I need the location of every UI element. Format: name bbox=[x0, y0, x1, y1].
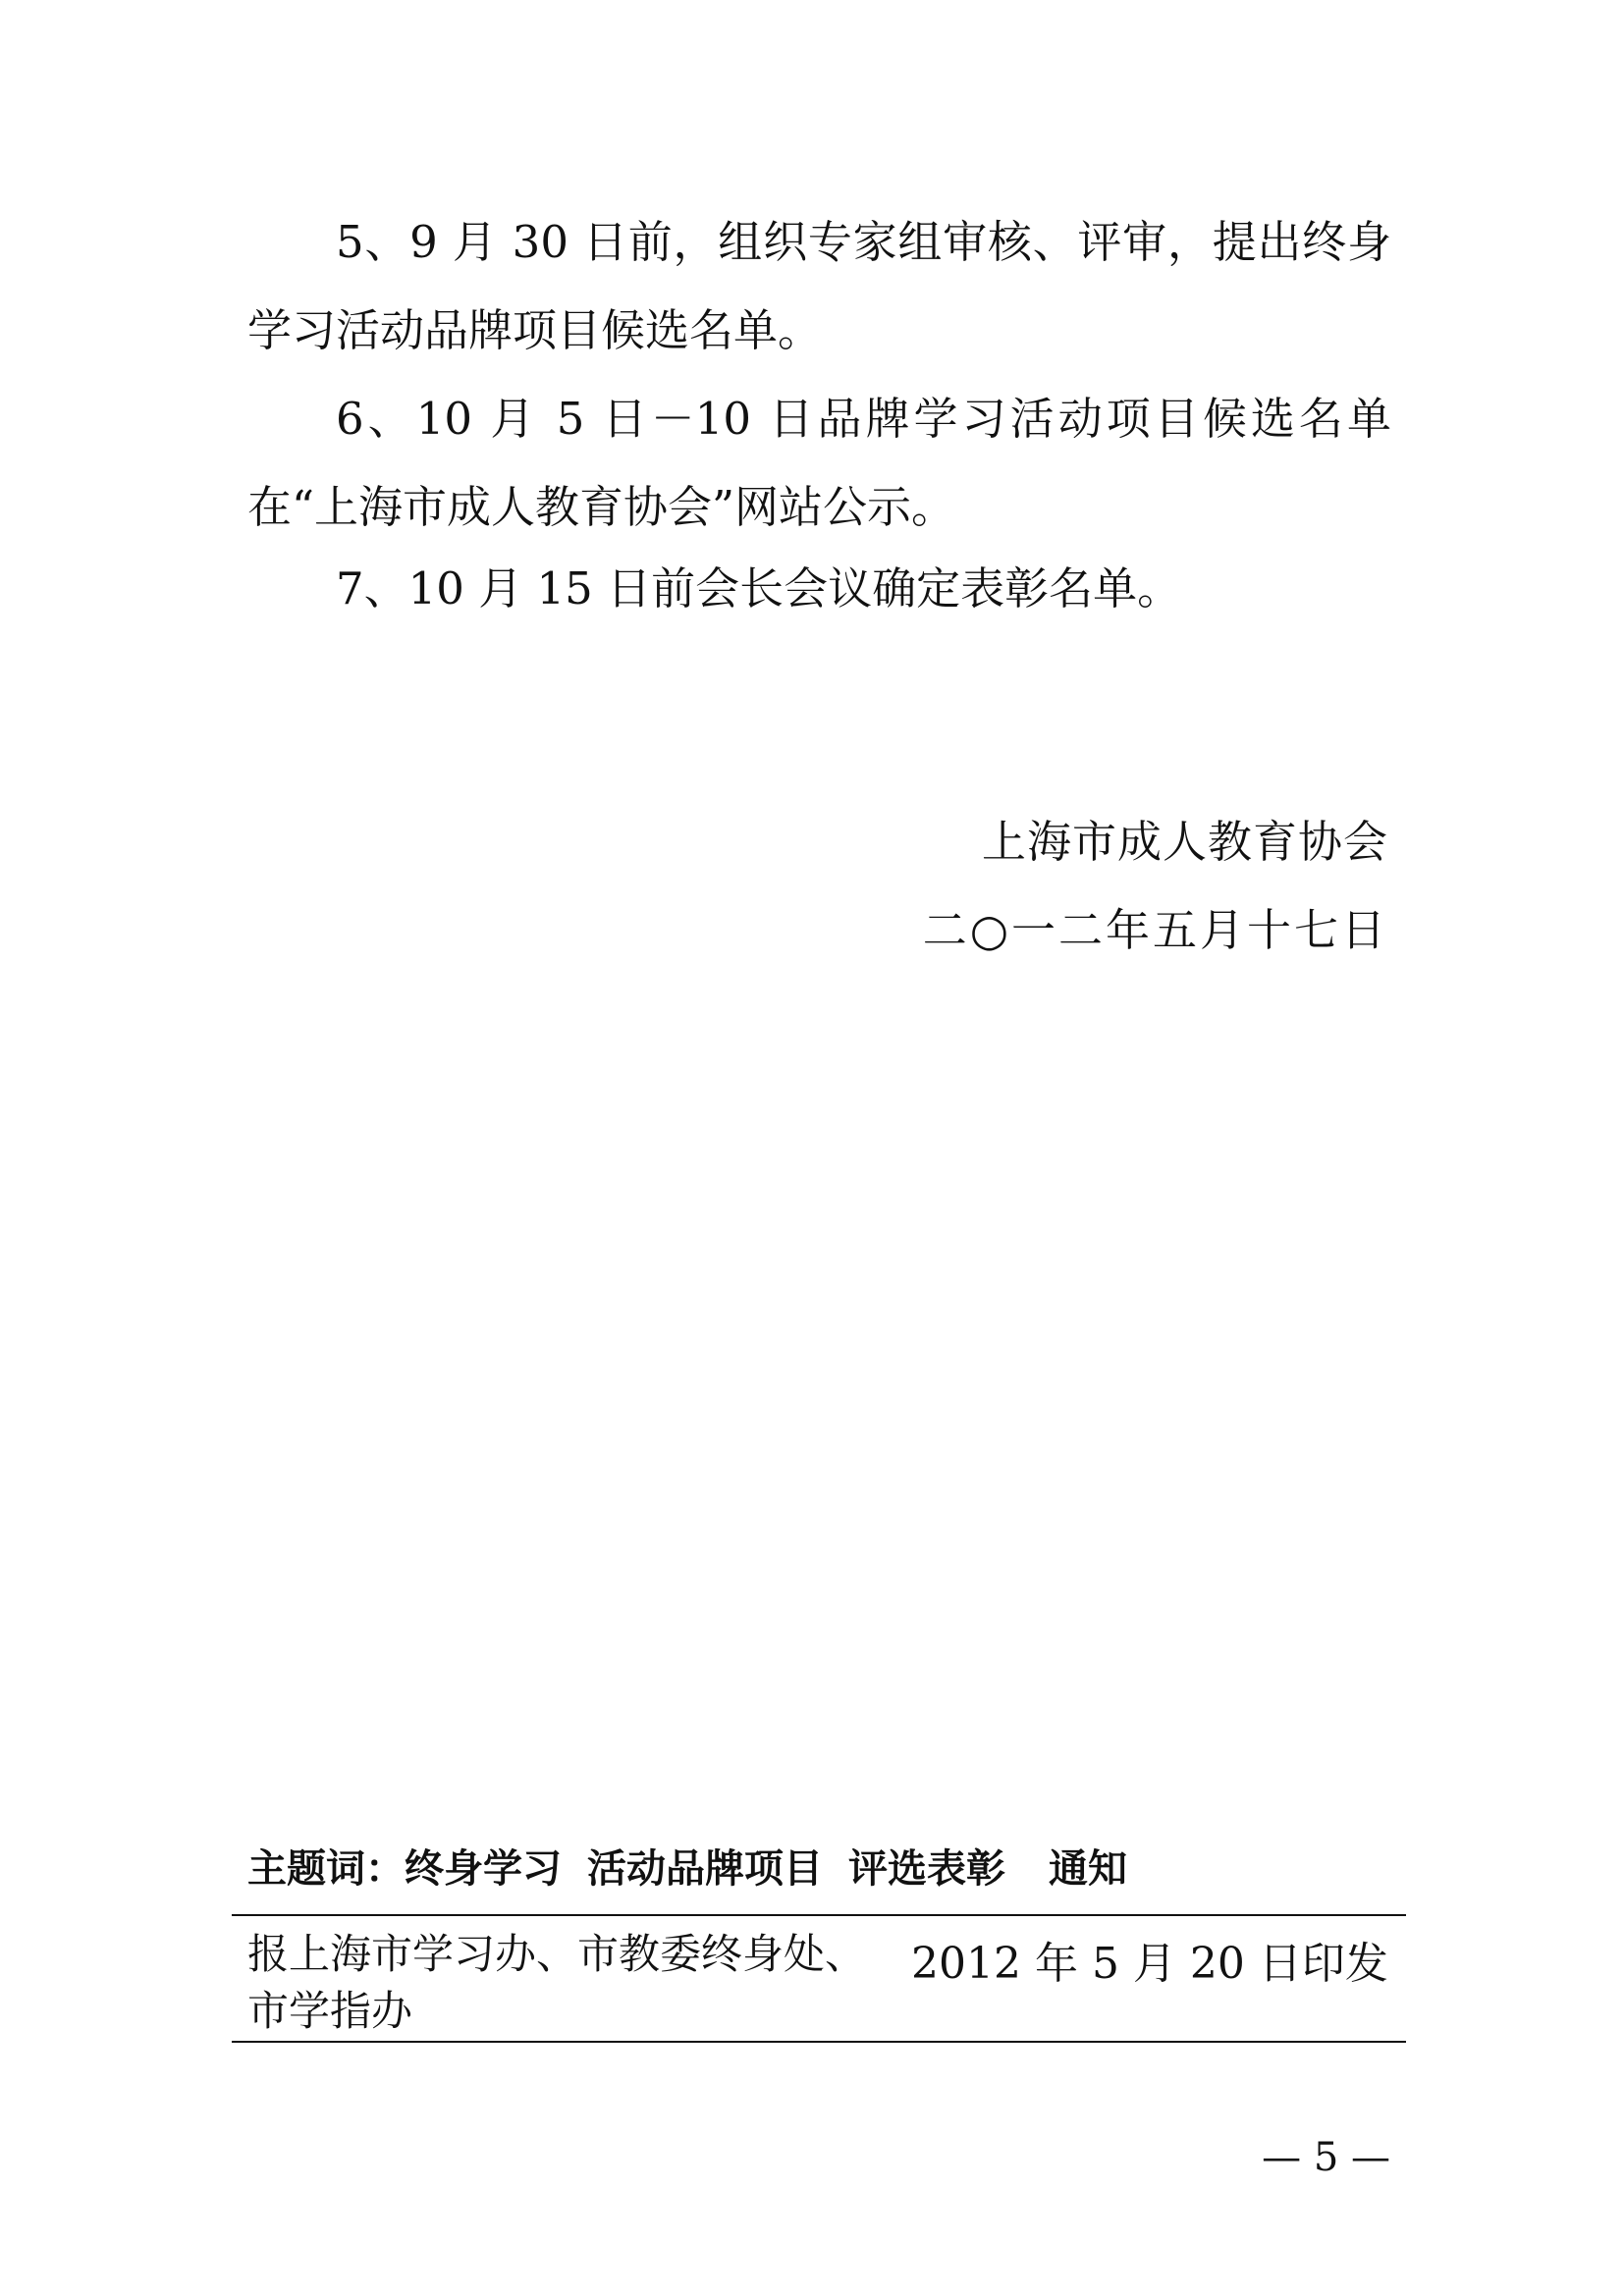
subject-keywords bbox=[247, 1840, 1153, 1898]
signature-organization: 上海市成人教育协会 bbox=[981, 816, 1388, 868]
body-paragraph-5: 5、9 月 30 日前，组织专家组审核、评审，提出终身学习活动品牌项目候选名单。 bbox=[247, 216, 1391, 356]
body-paragraph-7: 7、10 月 15 日前会长会议确定表彰名单。 bbox=[336, 562, 1182, 614]
page-number: — 5 — bbox=[1262, 2135, 1390, 2180]
keyword: 评选表彰 bbox=[848, 1846, 1005, 1892]
body-paragraph-6: 6、10 月 5 日－10 日品牌学习活动项目候选名单在“上海市成人教育协会”网站公示。 bbox=[247, 393, 1391, 533]
keywords-label: 主题词： bbox=[247, 1846, 405, 1892]
footer-bottom-rule bbox=[232, 2041, 1406, 2043]
keyword: 通知 bbox=[1049, 1846, 1127, 1892]
keyword: 活动品牌项目 bbox=[587, 1846, 823, 1892]
distribution-recipients: 报上海市学习办、市教委终身处、市学指办 bbox=[247, 1930, 867, 2035]
issue-date: 2012 年 5 月 20 日印发 bbox=[911, 1939, 1388, 1989]
signature-date: 二○一二年五月十七日 bbox=[922, 904, 1388, 956]
keyword: 终身学习 bbox=[405, 1846, 562, 1892]
footer-top-rule bbox=[232, 1914, 1406, 1916]
